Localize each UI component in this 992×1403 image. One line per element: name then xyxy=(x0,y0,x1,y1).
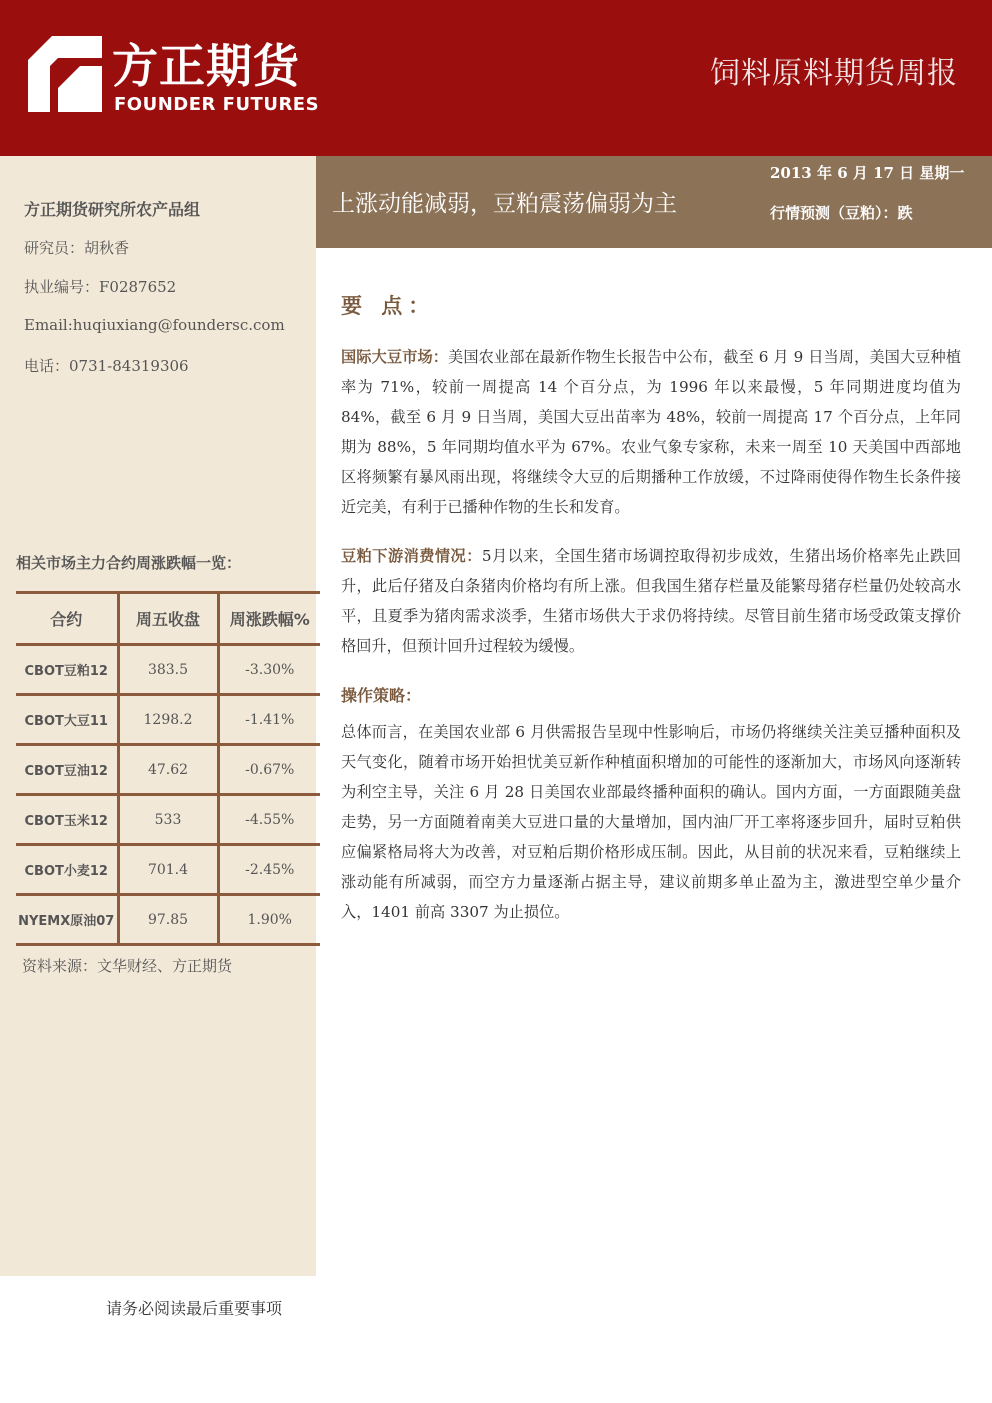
contract-cell: CBOT豆油12 xyxy=(16,745,118,795)
forecast: 行情预测（豆粕）：跌 xyxy=(770,204,913,222)
market-table xyxy=(16,591,320,946)
table-row xyxy=(16,895,320,945)
table-row xyxy=(16,645,320,695)
close-cell: 701.4 xyxy=(118,845,218,895)
close-cell: 47.62 xyxy=(118,745,218,795)
column-header: 周涨跌幅% xyxy=(218,593,320,645)
report-header xyxy=(0,0,992,156)
intl-soybean-text: 美国农业部在最新作物生长报告中公布，截至 6 月 9 日当周，美国大豆种植率为 71%，较前一周提高 14 个百分点，为 1996 年以来最慢，5 年同期进度均值为 84%，截至 6 月 9 日当周，美国大豆出苗率为 48%，较前一周提高 17 个百分点，上年同期为 88%，5 年同期均值水平为 67%。农业气象专家称，未来一周至 10 天美国中西部地区将频繁有暴风雨出现，将继续令大豆的后期播种工作放缓，不过降雨使得作物生长条件接近完美，有利于已播种作物的生长和发育。 xyxy=(341,348,962,516)
column-header: 合约 xyxy=(16,593,118,645)
phone: 电话：0731-84319306 xyxy=(24,357,189,375)
table-title: 相关市场主力合约周涨跌幅一览： xyxy=(16,554,242,572)
report-name: 饲料原料期货周报 xyxy=(710,56,958,91)
change-cell: -2.45% xyxy=(218,845,320,895)
close-cell: 1298.2 xyxy=(118,695,218,745)
downstream-paragraph xyxy=(341,541,961,661)
downstream-label: 豆粕下游消费情况： xyxy=(341,547,482,565)
close-cell: 533 xyxy=(118,795,218,845)
close-cell: 383.5 xyxy=(118,645,218,695)
email[interactable]: Email:huqiuxiang@foundersc.com xyxy=(24,316,285,334)
table-header-row xyxy=(16,593,320,645)
research-group: 方正期货研究所农产品组 xyxy=(24,200,201,219)
table-row xyxy=(16,695,320,745)
analyst-name: 研究员：胡秋香 xyxy=(24,239,130,257)
change-cell: -0.67% xyxy=(218,745,320,795)
contract-cell: CBOT豆粕12 xyxy=(16,645,118,695)
contract-cell: CBOT小麦12 xyxy=(16,845,118,895)
change-cell: -3.30% xyxy=(218,645,320,695)
close-cell: 97.85 xyxy=(118,895,218,945)
intl-soybean-paragraph xyxy=(341,342,961,522)
data-source: 资料来源：文华财经、方正期货 xyxy=(22,957,233,975)
key-points-heading: 要 点： xyxy=(341,294,436,318)
strategy-text: 总体而言，在美国农业部 6 月供需报告呈现中性影响后，市场仍将继续关注美豆播种面积及天气变化，随着市场开始担忧美豆新作种植面积增加的可能性的逐渐加大，市场风向逐渐转为利空主导，关注 6 月 28 日美国农业部最终播种面积的确认。国内方面，一方面跟随美盘走势，另一方面随着南美大豆进口量的大量增加，国内油厂开工率将逐步回升，届时豆粕供应偏紧格局将大为改善，对豆粕后期价格形成压制。因此，从目前的状况来看，豆粕继续上涨动能有所减弱，而空方力量逐渐占据主导，建议前期多单止盈为主，激进型空单少量介入，1401 前高 3307 为止损位。 xyxy=(341,723,961,921)
table-row xyxy=(16,745,320,795)
intl-soybean-label: 国际大豆市场： xyxy=(341,348,449,366)
headline: 上涨动能减弱，豆粕震荡偏弱为主 xyxy=(332,191,677,217)
contract-cell: CBOT大豆11 xyxy=(16,695,118,745)
downstream-text: 5月以来，全国生猪市场调控取得初步成效，生猪出场价格率先止跌回升，此后仔猪及白条猪肉价格均有所上涨。但我国生猪存栏量及能繁母猪存栏量仍处较高水平，且夏季为猪肉需求淡季，生猪市场供大于求仍将持续。尽管目前生猪市场受政策支撑价格回升，但预计回升过程较为缓慢。 xyxy=(341,547,962,655)
license-number: 执业编号：F0287652 xyxy=(24,278,177,296)
contract-cell: CBOT玉米12 xyxy=(16,795,118,845)
column-header: 周五收盘 xyxy=(118,593,218,645)
table-row xyxy=(16,795,320,845)
logo-chinese: 方正期货 xyxy=(112,39,300,93)
contract-cell: NYEMX原油07 xyxy=(16,895,118,945)
footer-note: 请务必阅读最后重要事项 xyxy=(106,1299,283,1318)
report-date: 2013 年 6 月 17 日 星期一 xyxy=(770,164,965,182)
change-cell: -4.55% xyxy=(218,795,320,845)
founder-logo-icon xyxy=(28,36,102,112)
change-cell: -1.41% xyxy=(218,695,320,745)
change-cell: 1.90% xyxy=(218,895,320,945)
logo-english: FOUNDER FUTURES xyxy=(114,94,320,115)
table-row xyxy=(16,845,320,895)
strategy-heading: 操作策略： xyxy=(341,686,422,705)
